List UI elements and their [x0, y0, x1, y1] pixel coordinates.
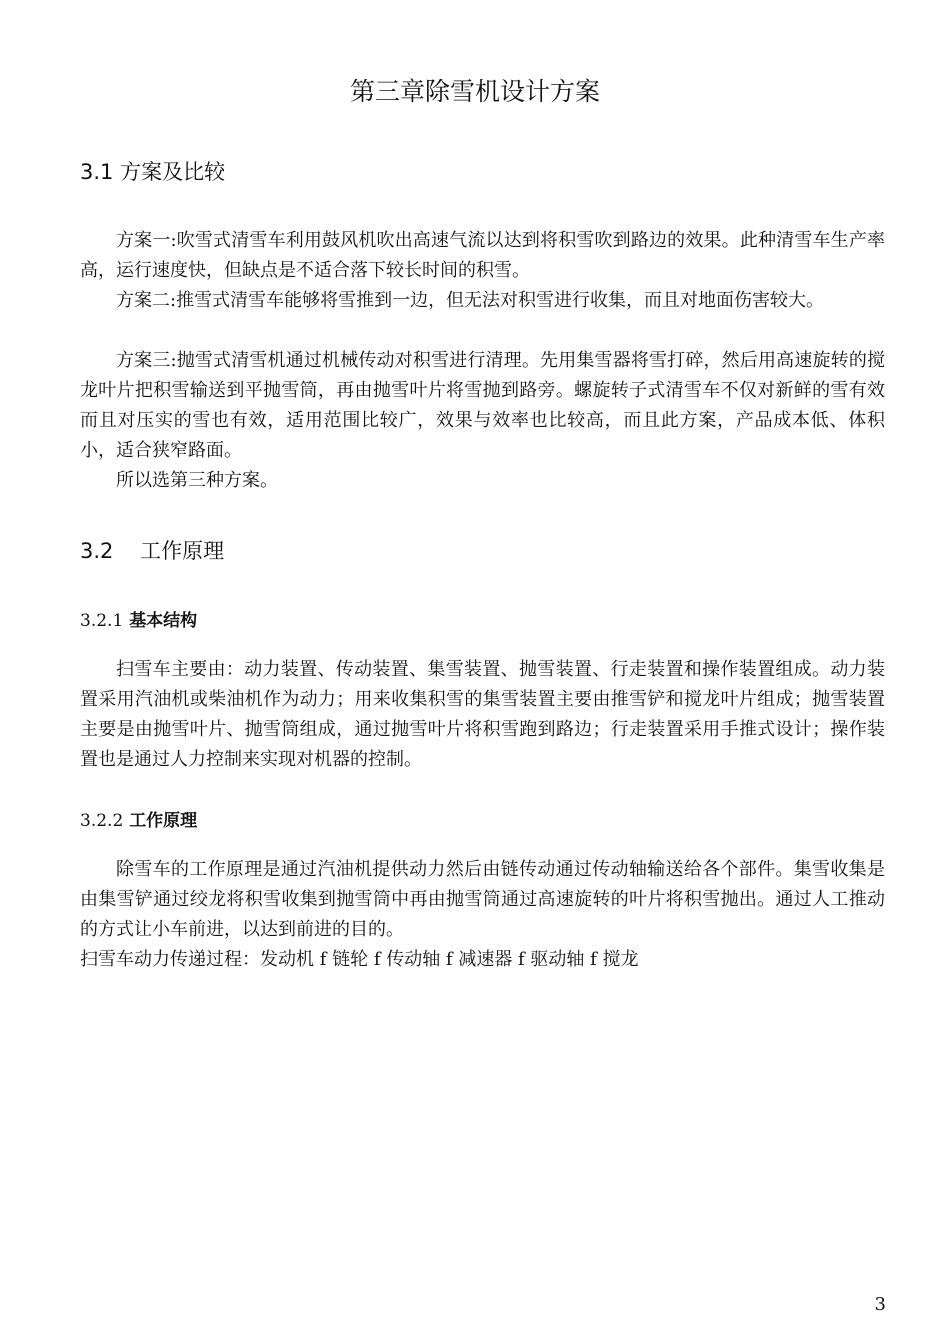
section-3-2-heading: [80, 535, 224, 565]
section-number: 3.2.1: [80, 611, 124, 631]
section-title: 工作原理: [140, 539, 225, 563]
choice-paragraph: 所以选第三种方案。: [116, 470, 278, 491]
chapter-title: 第三章除雪机设计方案: [349, 77, 600, 106]
plan-one-paragraph: 方案一:吹雪式清雪车利用鼓风机吹出高速气流以达到将积雪吹到路边的效果。此种清雪车生产率高，运行速度快，但缺点是不适合落下较长时间的积雪。: [80, 230, 885, 281]
section-title: 工作原理: [129, 811, 198, 831]
section-number: 3.2.2: [80, 811, 124, 831]
principle-paragraph: 除雪车的工作原理是通过汽油机提供动力然后由链传动通过传动轴输送给各个部件。集雪收集是由集雪铲通过绞龙将积雪收集到抛雪筒中再由抛雪筒通过高速旋转的叶片将积雪抛出。通过人工推动的方式让小车前进，以达到前进的目的。: [80, 859, 885, 940]
page-number: 3: [874, 1294, 886, 1315]
section-title: 方案及比较: [120, 160, 226, 184]
plan-two-paragraph: 方案二:推雪式清雪车能够将雪推到一边，但无法对积雪进行收集，而且对地面伤害较大。: [116, 290, 825, 311]
section-number: 3.1: [80, 160, 114, 184]
structure-paragraph: 扫雪车主要由：动力装置、传动装置、集雪装置、抛雪装置、行走装置和操作装置组成。动力装置采用汽油机或柴油机作为动力；用来收集积雪的集雪装置主要由推雪铲和搅龙叶片组成；抛雪装置主要是由抛雪叶片、抛雪筒组成，通过抛雪叶片将积雪跑到路边；行走装置采用手推式设计；操作装置也是通过人力控制来实现对机器的控制。: [80, 659, 885, 770]
section-3-1-heading: [80, 156, 225, 186]
plan-three-paragraph: 方案三:抛雪式清雪机通过机械传动对积雪进行清理。先用集雪器将雪打碎，然后用高速旋转的搅龙叶片把积雪输送到平抛雪筒，再由抛雪叶片将雪抛到路旁。螺旋转子式清雪车不仅对新鲜的雪有效而且对压实的雪也有效，适用范围比较广，效果与效率也比较高，而且此方案，产品成本低、体积小，适合狭窄路面。: [80, 350, 885, 461]
section-title: 基本结构: [129, 611, 198, 631]
transmission-paragraph: 扫雪车动力传递过程：发动机 f 链轮 f 传动轴 f 减速器 f 驱动轴 f 搅龙: [80, 949, 639, 970]
section-3-2-2-heading: [80, 806, 197, 831]
section-3-2-1-heading: [80, 606, 197, 631]
section-number: 3.2: [80, 539, 114, 563]
